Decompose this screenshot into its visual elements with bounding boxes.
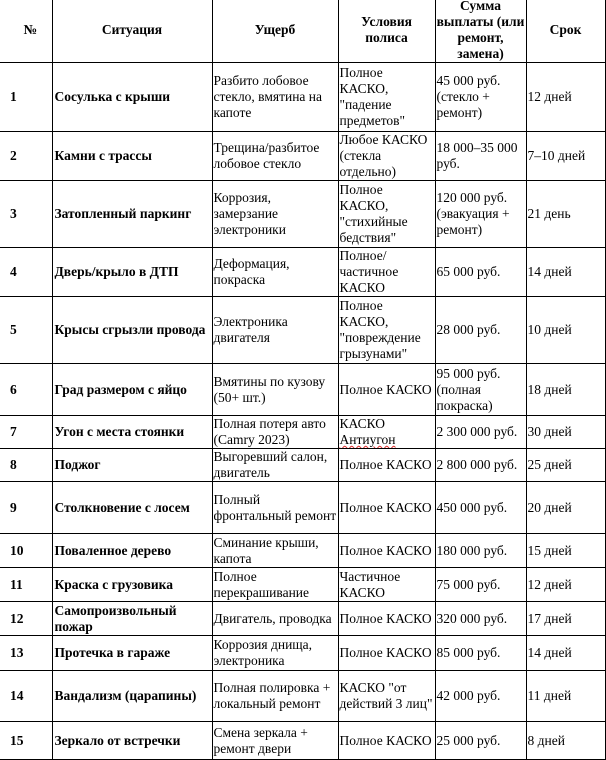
header-damage: Ущерб xyxy=(212,0,338,63)
row-number: 8 xyxy=(0,449,52,482)
policy-cell: Частичное КАСКО xyxy=(338,568,435,602)
situation-cell: Град размером с яйцо xyxy=(52,364,212,416)
policy-cell: КАСКО Антиугон xyxy=(338,416,435,449)
policy-cell: Полное КАСКО, "стихийные бедствия" xyxy=(338,181,435,248)
policy-cell: Полное КАСКО xyxy=(338,722,435,760)
damage-cell: Разбито лобовое стекло, вмятина на капоте xyxy=(212,63,338,132)
situation-cell: Угон с места стоянки xyxy=(52,416,212,449)
row-number: 2 xyxy=(0,132,52,181)
table-row xyxy=(0,482,605,534)
damage-cell: Деформация, покраска xyxy=(212,248,338,297)
header-term: Срок xyxy=(526,0,605,63)
row-number: 3 xyxy=(0,181,52,248)
payout-cell: 2 300 000 руб. xyxy=(435,416,526,449)
term-cell: 14 дней xyxy=(526,248,605,297)
table-row xyxy=(0,671,605,722)
situation-cell: Столкновение с лосем xyxy=(52,482,212,534)
situation-cell: Поваленное дерево xyxy=(52,534,212,568)
term-cell: 8 дней xyxy=(526,722,605,760)
row-number: 11 xyxy=(0,568,52,602)
damage-cell: Выгоревший салон, двигатель xyxy=(212,449,338,482)
damage-cell: Полное перекрашивание xyxy=(212,568,338,602)
table-row xyxy=(0,568,605,602)
row-number: 5 xyxy=(0,297,52,364)
damage-cell: Коррозия, замерзание электроники xyxy=(212,181,338,248)
row-number: 1 xyxy=(0,63,52,132)
situation-cell: Поджог xyxy=(52,449,212,482)
policy-cell: Полное КАСКО xyxy=(338,636,435,671)
row-number: 7 xyxy=(0,416,52,449)
payout-cell: 120 000 руб. (эвакуация + ремонт) xyxy=(435,181,526,248)
table-row xyxy=(0,181,605,248)
table-row xyxy=(0,297,605,364)
situation-cell: Сосулька с крыши xyxy=(52,63,212,132)
header-payout: Сумма выплаты (или ремонт, замена) xyxy=(436,0,525,61)
payout-cell: 28 000 руб. xyxy=(435,297,526,364)
damage-cell: Двигатель, проводка xyxy=(212,602,338,636)
table-row xyxy=(0,63,605,132)
header-row xyxy=(0,0,605,63)
situation-cell: Краска с грузовика xyxy=(52,568,212,602)
payout-cell: 2 800 000 руб. xyxy=(435,449,526,482)
policy-cell: Полное КАСКО xyxy=(338,449,435,482)
term-cell: 30 дней xyxy=(526,416,605,449)
damage-cell: Трещина/разбитое лобовое стекло xyxy=(212,132,338,181)
situation-cell: Дверь/крыло в ДТП xyxy=(52,248,212,297)
damage-cell: Электроника двигателя xyxy=(212,297,338,364)
header-policy: Условия полиса xyxy=(338,0,435,63)
term-cell: 18 дней xyxy=(526,364,605,416)
situation-cell: Вандализм (царапины) xyxy=(52,671,212,722)
policy-cell: Полное КАСКО xyxy=(338,482,435,534)
table-row xyxy=(0,416,605,449)
term-cell: 12 дней xyxy=(526,63,605,132)
damage-cell: Коррозия днища, электроника xyxy=(212,636,338,671)
row-number: 12 xyxy=(0,602,52,636)
row-number: 14 xyxy=(0,671,52,722)
table-row xyxy=(0,534,605,568)
damage-cell: Полный фронтальный ремонт xyxy=(212,482,338,534)
row-number: 13 xyxy=(0,636,52,671)
term-cell: 15 дней xyxy=(526,534,605,568)
payout-cell: 65 000 руб. xyxy=(435,248,526,297)
payout-cell: 18 000–35 000 руб. xyxy=(435,132,526,181)
policy-cell: Полное КАСКО xyxy=(338,364,435,416)
row-number: 6 xyxy=(0,364,52,416)
term-cell: 10 дней xyxy=(526,297,605,364)
payout-cell: 42 000 руб. xyxy=(435,671,526,722)
term-cell: 11 дней xyxy=(526,671,605,722)
damage-cell: Полная потеря авто (Camry 2023) xyxy=(212,416,338,449)
policy-cell: Полное КАСКО, "падение предметов" xyxy=(338,63,435,132)
table-row xyxy=(0,602,605,636)
situation-cell: Камни с трассы xyxy=(52,132,212,181)
header-situation: Ситуация xyxy=(52,0,212,63)
term-cell: 20 дней xyxy=(526,482,605,534)
term-cell: 14 дней xyxy=(526,636,605,671)
policy-cell: КАСКО "от действий 3 лиц" xyxy=(338,671,435,722)
policy-cell: Полное КАСКО xyxy=(338,602,435,636)
header-number: № xyxy=(0,0,52,63)
table-row xyxy=(0,132,605,181)
damage-cell: Вмятины по кузову (50+ шт.) xyxy=(212,364,338,416)
row-number: 15 xyxy=(0,722,52,760)
situation-cell: Зеркало от встречки xyxy=(52,722,212,760)
spellcheck-underline: Антиугон xyxy=(339,432,396,447)
damage-cell: Смена зеркала + ремонт двери xyxy=(212,722,338,760)
payout-cell: 320 000 руб. xyxy=(435,602,526,636)
payout-cell: 180 000 руб. xyxy=(435,534,526,568)
situation-cell: Затопленный паркинг xyxy=(52,181,212,248)
term-cell: 7–10 дней xyxy=(526,132,605,181)
payout-cell: 25 000 руб. xyxy=(435,722,526,760)
payout-cell: 450 000 руб. xyxy=(435,482,526,534)
term-cell: 25 дней xyxy=(526,449,605,482)
policy-cell: Полное КАСКО xyxy=(338,534,435,568)
term-cell: 12 дней xyxy=(526,568,605,602)
table-row xyxy=(0,248,605,297)
term-cell: 21 день xyxy=(526,181,605,248)
payout-cell: 95 000 руб. (полная покраска) xyxy=(435,364,526,416)
row-number: 4 xyxy=(0,248,52,297)
term-cell: 17 дней xyxy=(526,602,605,636)
situation-cell: Самопроизвольный пожар xyxy=(52,602,212,636)
policy-cell: Полное/частичное КАСКО xyxy=(338,248,435,297)
row-number: 10 xyxy=(0,534,52,568)
policy-cell: Полное КАСКО, "повреждение грызунами" xyxy=(338,297,435,364)
payout-cell: 85 000 руб. xyxy=(435,636,526,671)
damage-cell: Сминание крыши, капота xyxy=(212,534,338,568)
damage-cell: Полная полировка + локальный ремонт xyxy=(212,671,338,722)
table-row xyxy=(0,449,605,482)
row-number: 9 xyxy=(0,482,52,534)
situation-cell: Протечка в гараже xyxy=(52,636,212,671)
situation-cell: Крысы сгрызли провода xyxy=(52,297,212,364)
table-row xyxy=(0,636,605,671)
table-row xyxy=(0,364,605,416)
table-row xyxy=(0,722,605,760)
payout-cell: 45 000 руб. (стекло + ремонт) xyxy=(435,63,526,132)
policy-cell: Любое КАСКО (стекла отдельно) xyxy=(338,132,435,181)
payout-cell: 75 000 руб. xyxy=(435,568,526,602)
